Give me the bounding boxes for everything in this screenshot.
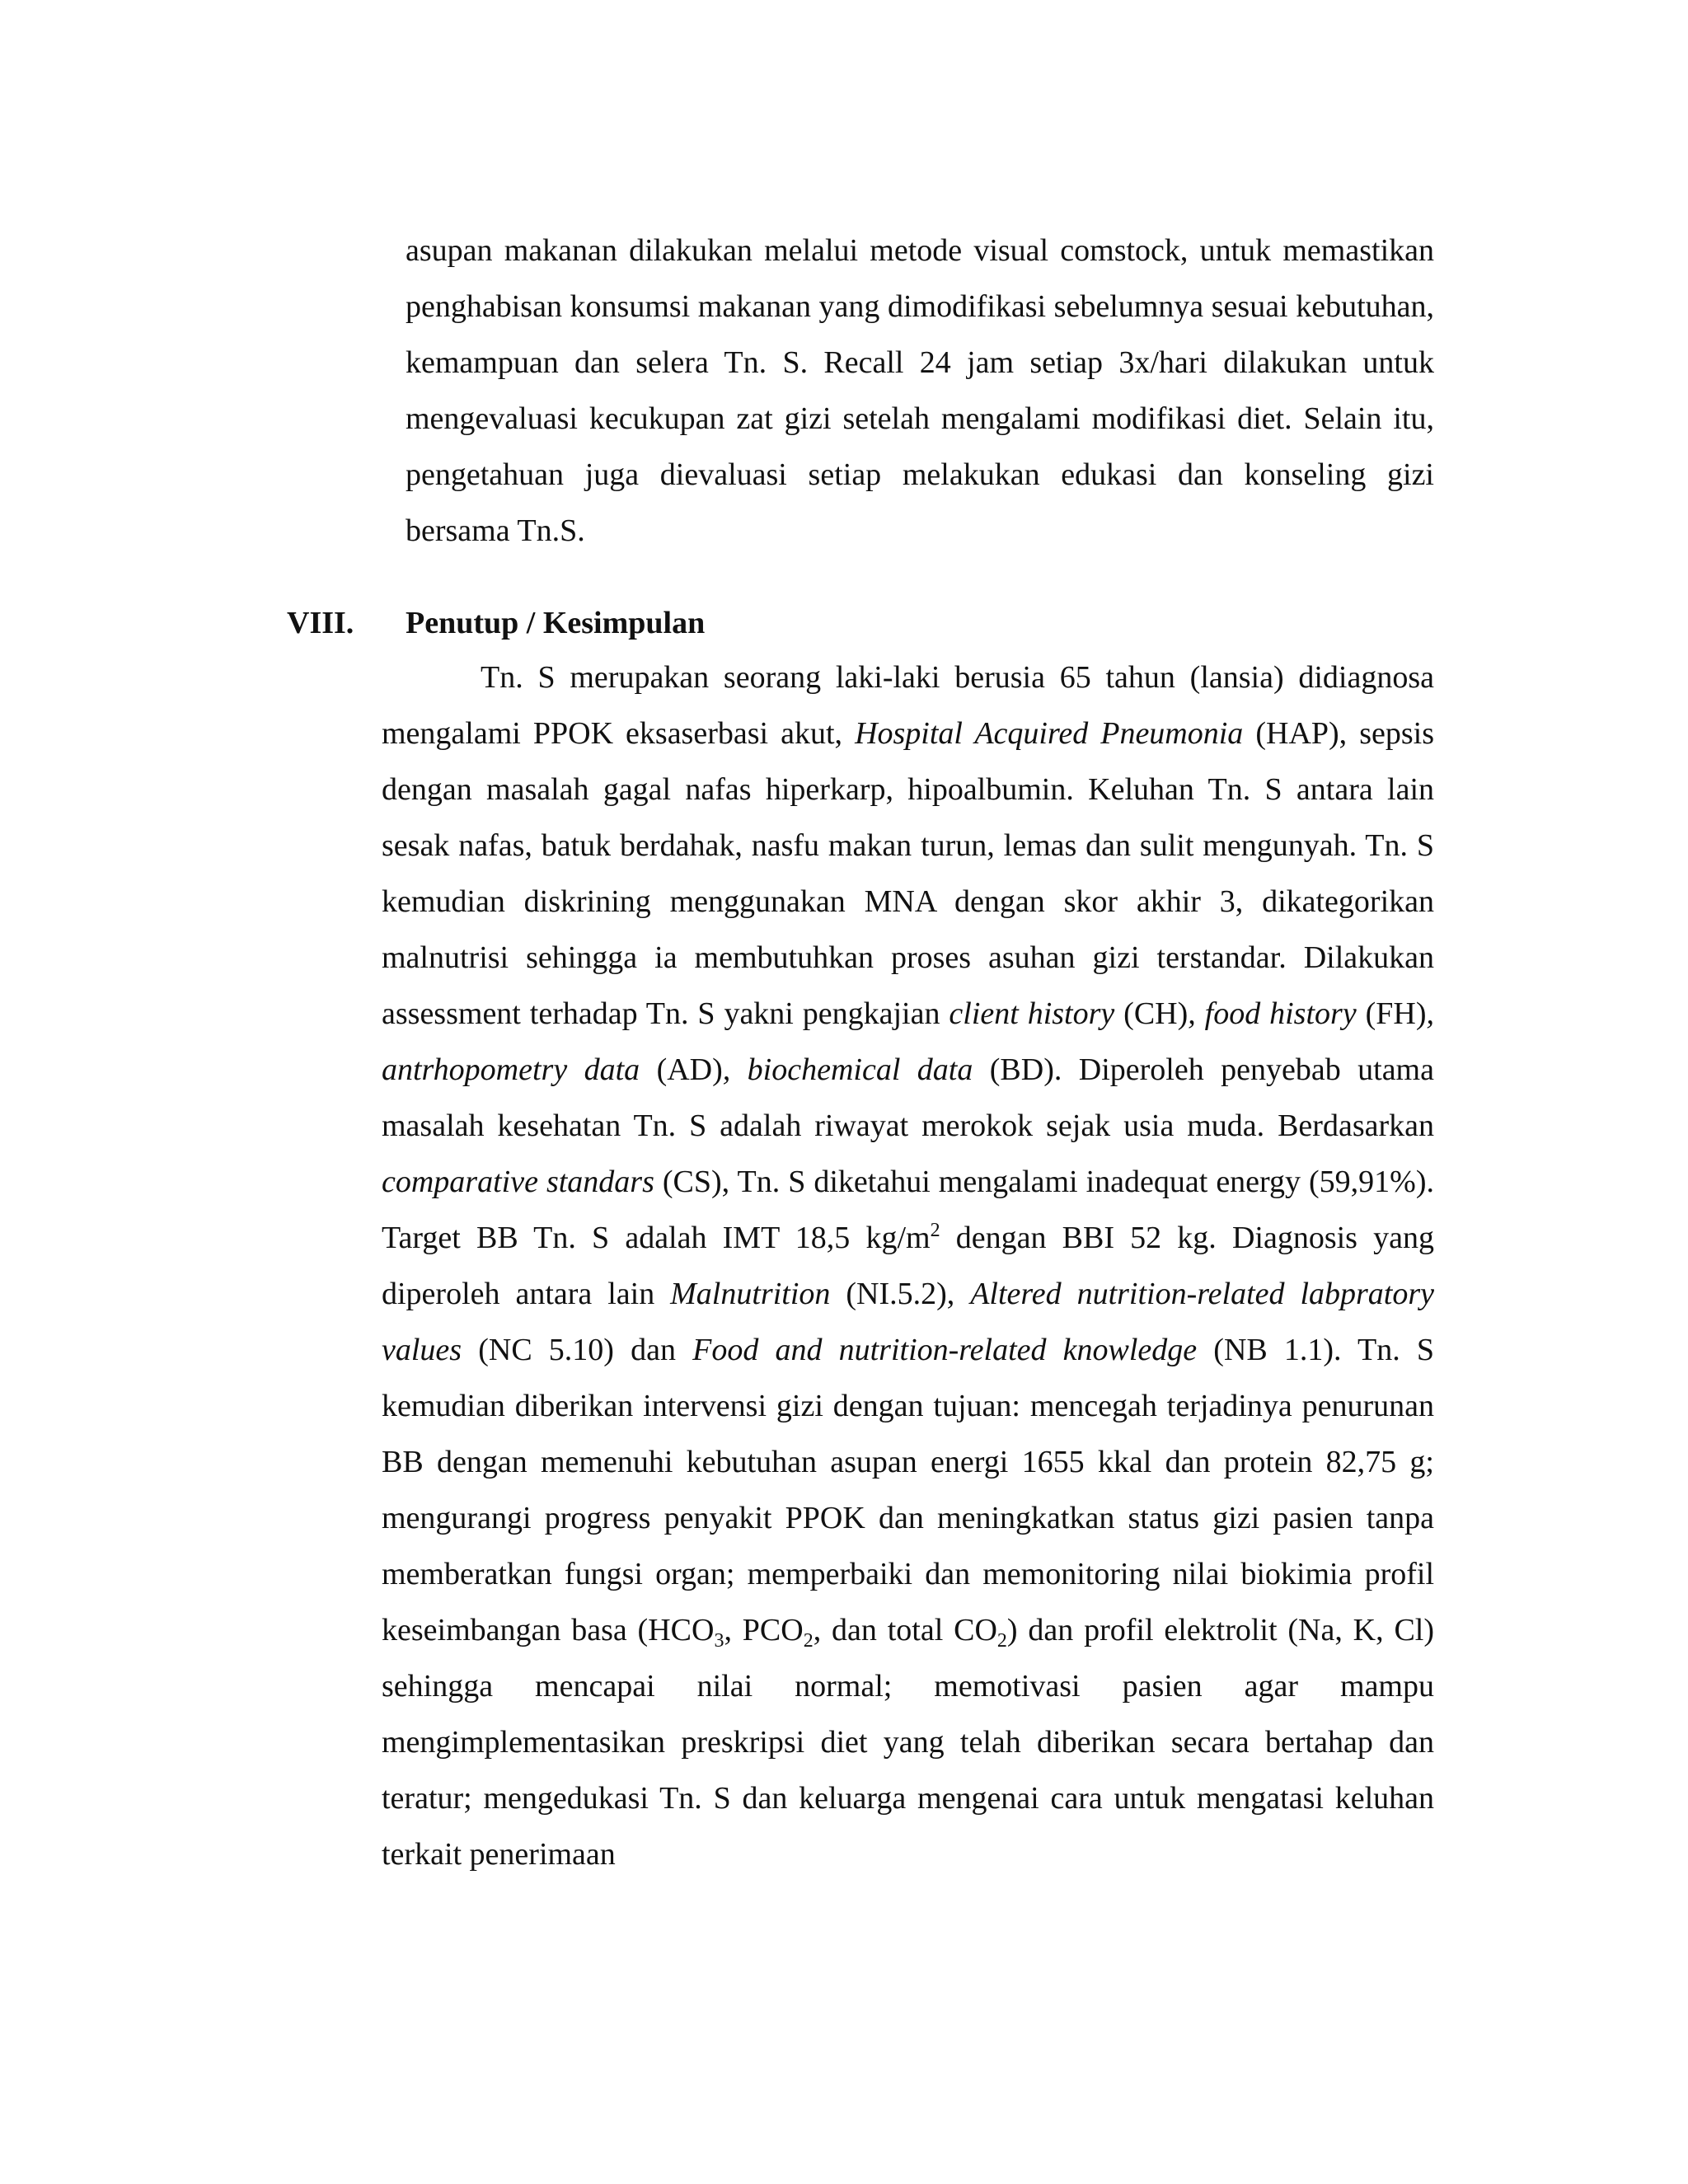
subscript: 2 (803, 1630, 814, 1652)
section-title: Penutup / Kesimpulan (406, 606, 706, 640)
italic-term: , food history (1188, 996, 1357, 1031)
text-segment: ) dan profil elektrolit (Na, K, Cl) sehingga mencapai nilai normal; memotivasi pasien agar mampu mengimplementasikan preskripsi diet yang telah diberikan secara bertahap dan teratur; mengedukasi Tn. S dan keluarga mengenai cara untuk mengatasi keluhan terkait penerimaan (382, 1613, 1435, 1872)
subscript: 2 (996, 1630, 1007, 1652)
paragraph-intro: asupan makanan dilakukan melalui metode visual comstock, untuk memastikan penghabisan konsumsi makanan yang dimodifikasi sebelumnya sesuai kebutuhan, kemampuan dan selera Tn. S. Recall 24 jam setiap 3x/hari dilakukan untuk mengevaluasi kecukupan zat gizi setelah mengalami modifikasi diet. Selain itu, pengetahuan juga dievaluasi setiap melakukan edukasi dan konseling gizi bersama Tn.S. (406, 233, 1434, 548)
text-segment: (CH) (1114, 996, 1189, 1031)
paragraph-conclusion (382, 649, 1434, 1882)
text-segment: (HAP), sepsis dengan masalah gagal nafas hiperkarp, hipoalbumin. Keluhan Tn. S antara lain sesak nafas, batuk berdahak, nasfu makan turun, lemas dan sulit mengunyah. Tn. S kemudian diskrining menggunakan MNA dengan skor akhir 3, dikategorikan malnutrisi sehingga ia membutuhkan proses asuhan gizi terstandar. Dilakukan assessment terhadap Tn. S yakni pengkajian (382, 716, 1434, 1031)
text-segment: (CS), Tn. S diketahui mengalami inadequat energy (59,91%). Target BB Tn. S adalah IMT 18,5 kg/m (382, 1165, 1434, 1255)
italic-term: Malnutrition (670, 1277, 831, 1311)
italic-term: comparative standars (382, 1165, 654, 1199)
superscript: 2 (930, 1220, 940, 1241)
text-segment: dengan BBI 52 kg. Diagnosis yang diperoleh antara lain (382, 1221, 1434, 1311)
italic-term: , biochemical data (722, 1052, 973, 1087)
italic-term: , antrhopometry data (382, 996, 1434, 1087)
subscript: 3 (714, 1630, 724, 1652)
text-segment: (AD) (640, 1052, 723, 1087)
section-number: VIII. (287, 606, 354, 640)
text-segment: (FH) (1356, 996, 1427, 1031)
text-segment: (NB 1.1). Tn. S kemudian diberikan intervensi gizi dengan tujuan: mencegah terjadinya penurunan BB dengan memenuhi kebutuhan asupan energi 1655 kkal dan protein 82,75 g; mengurangi progress penyakit PPOK dan meningkatkan status gizi pasien tanpa memberatkan fungsi organ; memperbaiki dan memonitoring nilai biokimia profil keseimbangan basa (HCO (382, 1333, 1434, 1647)
italic-term: Altered nutrition-related labpratory values (382, 1277, 1434, 1367)
italic-term: Hospital Acquired Pneumonia (855, 716, 1244, 751)
italic-term: Food and nutrition-related knowledge (692, 1333, 1198, 1367)
italic-term: client history (949, 996, 1115, 1031)
text-segment: (BD). Diperoleh penyebab utama masalah kesehatan Tn. S adalah riwayat merokok sejak usia muda. Berdasarkan (382, 1052, 1434, 1143)
text-segment: Tn. S merupakan seorang laki-laki berusia 65 tahun (lansia) didiagnosa mengalami PPOK eksaserbasi akut, (382, 660, 1434, 751)
text-segment: , dan total CO (813, 1613, 997, 1647)
text-segment: (NI.5.2), (830, 1277, 971, 1311)
text-segment: , PCO (724, 1613, 804, 1647)
text-segment: (NC 5.10) dan (462, 1333, 693, 1367)
